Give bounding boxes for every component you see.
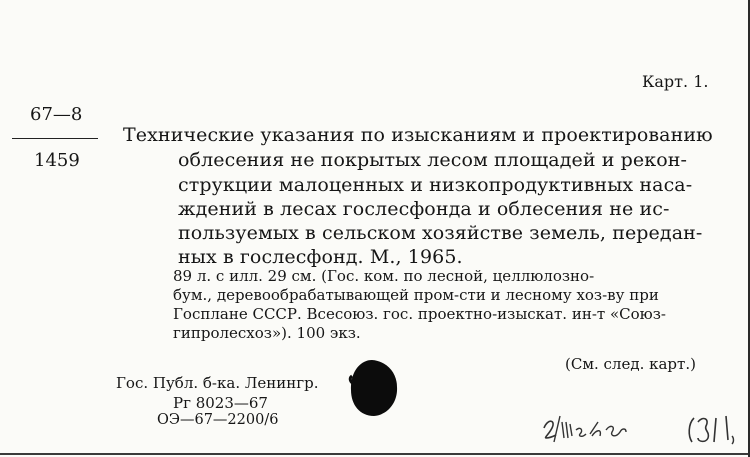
classification-bottom: 1459 bbox=[34, 150, 80, 171]
title-line: струкции малоценных и низкопродуктивных наса- bbox=[178, 174, 693, 196]
cross-reference: (См. след. карт.) bbox=[565, 355, 696, 373]
card-number: Карт. 1. bbox=[642, 72, 709, 91]
title-line: ждений в лесах гослесфонда и облесения не ис- bbox=[178, 198, 670, 220]
handwritten-signature-icon bbox=[540, 408, 630, 444]
description-line: Госплане СССР. Всесоюз. гос. проектно-изыскат. ин-т «Союз- bbox=[173, 305, 666, 323]
library-name: Гос. Публ. б-ка. Ленингр. bbox=[116, 374, 319, 392]
classification-divider bbox=[12, 138, 98, 139]
title-line: облесения не покрытых лесом площадей и рекон- bbox=[178, 149, 688, 171]
description-line: 89 л. с илл. 29 см. (Гос. ком. по лесной, целлюлозно- bbox=[173, 267, 595, 285]
library-stamp-icon bbox=[348, 358, 400, 418]
title-line: Технические указания по изысканиям и проектированию bbox=[123, 124, 713, 146]
rg-number: Рг 8023—67 bbox=[173, 394, 268, 412]
description-line: бум., деревообрабатывающей пром-сти и лесному хоз-ву при bbox=[173, 286, 659, 304]
order-number: ОЭ—67—2200/6 bbox=[157, 412, 279, 428]
title-line: пользуемых в сельском хозяйстве земель, передан- bbox=[178, 222, 703, 244]
description-line: гипролесхоз»). 100 экз. bbox=[173, 324, 361, 342]
title-line: ных в гослесфонд. М., 1965. bbox=[178, 246, 463, 268]
classification-top: 67—8 bbox=[30, 104, 83, 125]
handwritten-mark-icon bbox=[686, 410, 738, 446]
